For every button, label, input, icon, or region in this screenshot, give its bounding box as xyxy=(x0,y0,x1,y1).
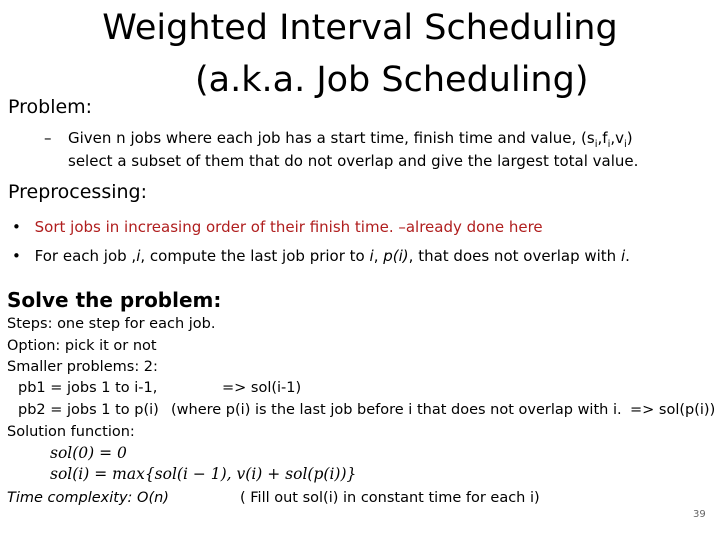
page-number: 39 xyxy=(693,509,706,520)
bullet-2-i: i xyxy=(136,247,141,265)
steps-text: Steps: one step for each job. xyxy=(7,316,216,332)
bullet-2-end: . xyxy=(625,247,630,265)
bullet-2-comma: , xyxy=(373,247,379,265)
problem-heading: Problem: xyxy=(8,96,93,118)
sub-i: i xyxy=(594,139,598,150)
close-paren: ) xyxy=(626,129,633,147)
pb1-right: => sol(i-1) xyxy=(222,380,302,396)
pb2-right: => sol(p(i)) xyxy=(630,402,716,418)
problem-line-2: select a subset of them that do not overlap and give the largest total value. xyxy=(68,152,639,170)
preprocessing-heading: Preprocessing: xyxy=(8,181,148,203)
problem-dash: – xyxy=(44,129,52,147)
option-text: Option: pick it or not xyxy=(7,338,157,354)
bullet-1 xyxy=(12,216,543,238)
bullet-dot-icon: • xyxy=(12,247,21,265)
bullet-2 xyxy=(12,245,630,267)
smaller-problems-text: Smaller problems: 2: xyxy=(7,359,158,375)
solve-heading: Solve the problem: xyxy=(7,288,222,312)
bullet-2-p: p(i) xyxy=(383,247,409,265)
pb1-left: pb1 = jobs 1 to i-1, xyxy=(18,380,158,396)
bullet-dot-icon: • xyxy=(12,218,21,236)
equation-base: sol(0) = 0 xyxy=(50,444,127,462)
bullet-2-mid: , compute the last job prior to xyxy=(140,247,365,265)
slide-title: Weighted Interval Scheduling xyxy=(102,8,618,48)
bullet-1-text: Sort jobs in increasing order of their finish time. –already done here xyxy=(34,218,543,236)
pb2-mid: (where p(i) is the last job before i that does not overlap with i. xyxy=(171,402,622,418)
solution-function-text: Solution function: xyxy=(7,424,135,440)
sub-i: i xyxy=(624,139,627,150)
comma-v: ,v xyxy=(610,129,624,147)
sub-i: i xyxy=(607,139,611,150)
bullet-2-mid2: , that does not overlap with xyxy=(408,247,617,265)
bullet-2-pre: For each job , xyxy=(34,247,137,265)
problem-line-1-text: Given n jobs where each job has a start time, finish time and value, (s xyxy=(68,129,595,147)
slide-subtitle: (a.k.a. Job Scheduling) xyxy=(195,60,589,100)
pb2-left: pb2 = jobs 1 to p(i) xyxy=(18,402,159,418)
bullet-2-i: i xyxy=(620,247,626,265)
bullet-2-i: i xyxy=(369,247,374,265)
time-complexity-text: Time complexity: O(n) xyxy=(7,490,169,506)
comma-f: ,f xyxy=(597,129,608,147)
equation-recurrence: sol(i) = max{sol(i − 1), v(i) + sol(p(i))} xyxy=(50,465,357,483)
time-note-text: ( Fill out sol(i) in constant time for each i) xyxy=(240,490,540,506)
